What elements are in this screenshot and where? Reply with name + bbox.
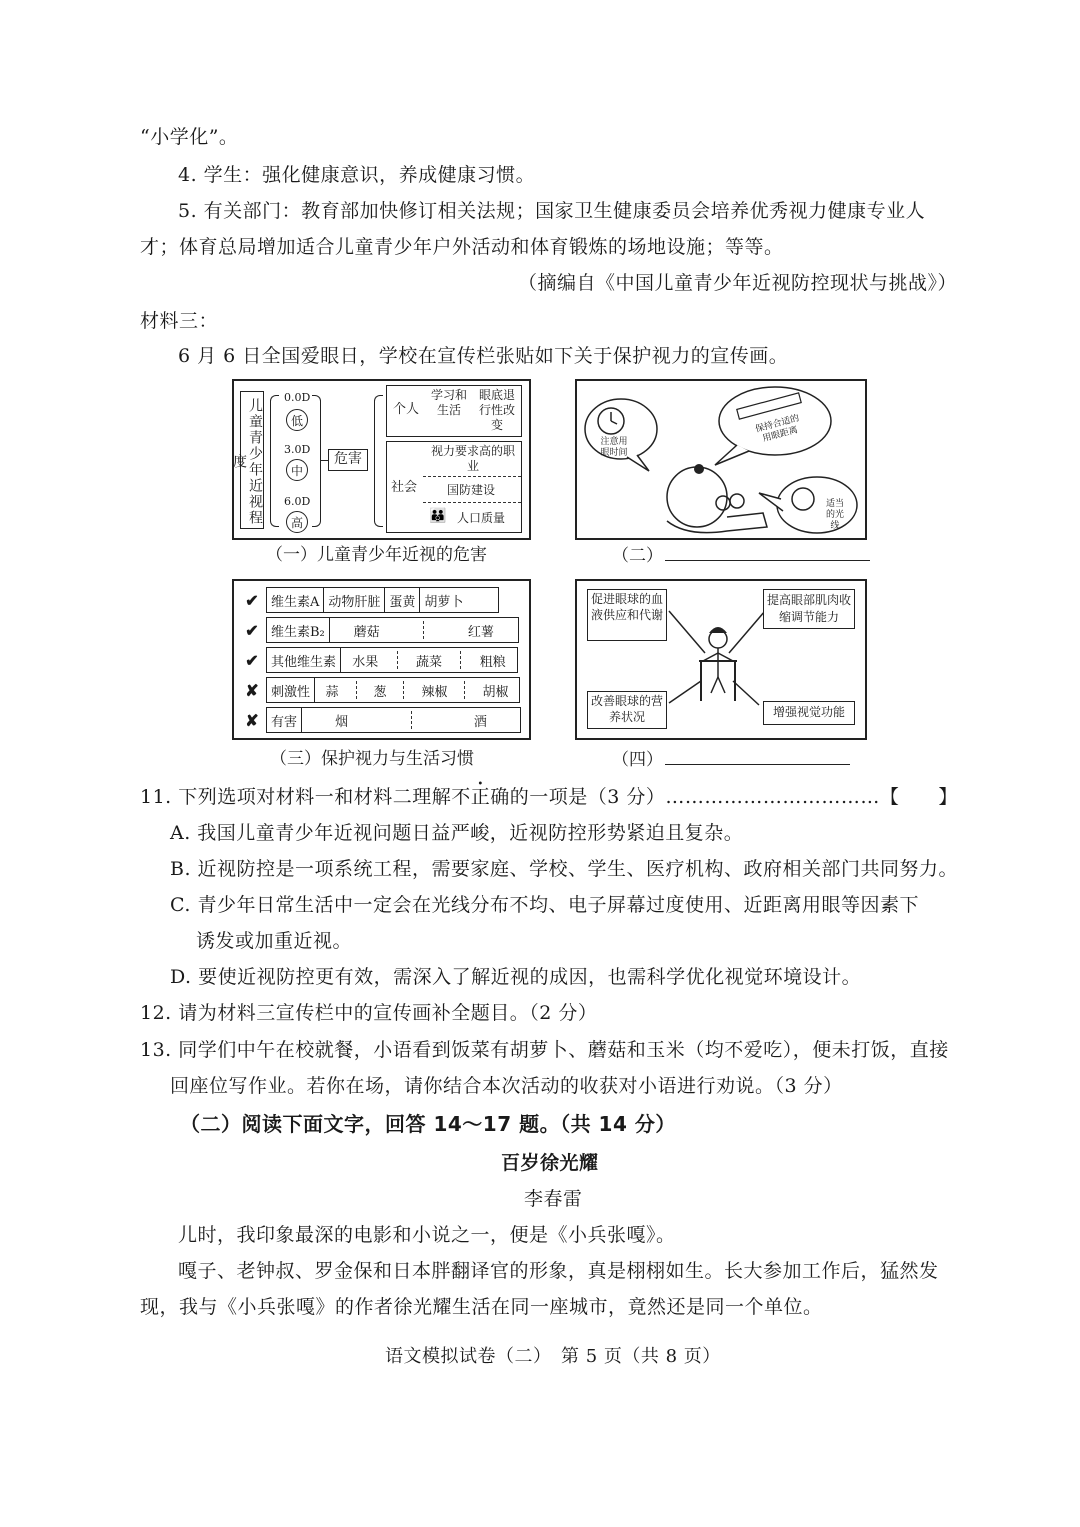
check-icon: ✔ [245,590,259,610]
row-item: 烟 [335,714,349,730]
question-12: 12. 请为材料三宣传栏中的宣传画补全题目。（2 分） [140,1002,598,1024]
page-footer: 语文模拟试卷（二） 第 5 页（共 8 页） [385,1346,721,1367]
material-title: 材料三： [140,310,219,332]
row-items [329,618,518,643]
brace [270,395,279,527]
row-name: 维生素A [267,588,324,613]
table-row [238,618,518,643]
society-label: 社会 [391,480,418,495]
panel-caption: （四） [612,748,850,771]
row-item: 动物肝脏 [324,588,385,613]
cartoon-illustration [577,381,865,538]
row-item: 蒜 [325,684,339,700]
population-item: 人口质量 [457,511,506,525]
row-item: 葱 [373,684,387,700]
hazard-label: 危害 [328,449,368,471]
row-item: 蔬菜 [416,654,443,670]
defense-item: 国防建设 [447,483,496,497]
row-name: 有害 [267,708,302,733]
table-row [238,678,520,703]
benefit-box: 改善眼球的营养状况 [587,691,667,729]
panel-exercise [575,579,867,740]
text-line: 才；体育总局增加适合儿童青少年户外活动和体育锻炼的场地设施；等等。 [140,236,784,258]
degree-label: 0.0D [284,391,311,404]
text-line: 5. 有关部门：教育部加快修订相关法规；国家卫生健康委员会培养优秀视力健康专业人 [178,200,926,222]
panel-myopia-hazard [232,379,531,540]
row-name: 刺激性 [267,678,315,703]
article-author: 李春雷 [524,1188,583,1210]
society-box [386,441,522,533]
row-item: 红薯 [467,624,494,640]
bubble-ruler-text: 保持合适的用眼距离 [754,413,801,445]
divider [423,476,521,477]
row-item: 蛋黄 [385,588,420,613]
question-11: 11. 下列选项对材料一和材料二理解不正确的一项是（3 分）……………………………【 】 [140,786,958,808]
cross-icon: ✘ [245,710,259,730]
habit-table [238,647,518,673]
panel-life-habits [232,579,531,740]
benefit-box: 增强视觉功能 [763,701,855,725]
table-row [238,648,518,673]
personal-label: 个人 [393,402,420,417]
degree-label: 6.0D [284,495,311,508]
benefit-box: 提高眼部肌肉收缩调节能力 [763,589,855,629]
panel-eye-care-cartoon [575,379,867,540]
row-item: 胡萝卜 [420,588,499,613]
study-life: 学习和生活 [430,388,467,417]
section-heading: （二）阅读下面文字，回答 14～17 题。（共 14 分） [180,1112,676,1136]
divider [423,502,521,503]
row-items [341,648,518,673]
degree-label: 3.0D [284,443,311,456]
row-item: 胡椒 [482,684,509,700]
habit-table [238,707,521,733]
bubble-sun-text: 适当的光线 [825,499,844,531]
row-item: 蘑菇 [353,624,380,640]
option-d: D. 要使近视防控更有效，需深入了解近视的成因，也需科学优化视觉环境设计。 [170,966,862,988]
panel-caption: （二） [612,544,870,567]
connector [320,460,328,461]
fundus-change: 眼底退行性改变 [478,388,515,432]
habit-table [238,677,520,703]
question-13-cont: 回座位写作业。若你在场，请你结合本次活动的收获对小语进行劝说。（3 分） [170,1075,843,1097]
vertical-title: 儿童青少年近视程度 [240,391,264,529]
article-title: 百岁徐光耀 [501,1152,599,1174]
table-row [238,708,521,733]
level-mid: 中 [286,459,308,481]
people-icon: 👪 [429,508,447,524]
material-intro: 6 月 6 日全国爱眼日，学校在宣传栏张贴如下关于保护视力的宣传画。 [178,345,789,367]
benefit-box: 促进眼球的血液供应和代谢 [587,589,667,641]
row-name: 维生素B₂ [267,618,330,643]
career-item: 视力要求高的职业 [430,444,515,473]
row-items [315,678,520,703]
row-item: 辣椒 [421,684,448,700]
row-items [302,708,521,733]
row-item: 粗粮 [479,654,506,670]
cross-icon: ✘ [245,680,259,700]
question-13: 13. 同学们中午在校就餐，小语看到饭菜有胡萝卜、蘑菇和玉米（均不爱吃），便未打饭，直接 [140,1039,949,1061]
row-name: 其他维生素 [267,648,341,673]
table-row [238,588,499,613]
personal-box [386,385,522,437]
article-paragraph: 现，我与《小兵张嘎》的作者徐光耀生活在同一座城市，竟然还是同一个单位。 [140,1296,823,1318]
brace [312,395,321,527]
check-icon: ✔ [245,650,259,670]
option-c-cont: 诱发或加重近视。 [196,930,353,952]
source-note: （摘编自《中国儿童青少年近视防控现状与挑战》） [518,272,958,294]
article-paragraph: 嘎子、老钟叔、罗金保和日本胖翻译官的形象，真是栩栩如生。长大参加工作后，猛然发 [178,1260,939,1282]
bubble-clock-text: 注意用眼时间 [600,437,628,458]
row-item: 水果 [352,654,379,670]
habit-table [238,587,499,613]
row-item: 酒 [473,714,487,730]
option-a: A. 我国儿童青少年近视问题日益严峻，近视防控形势紧迫且复杂。 [170,822,744,844]
level-high: 高 [286,511,308,533]
level-low: 低 [286,409,308,431]
text-line: 4. 学生：强化健康意识，养成健康习惯。 [178,164,536,186]
check-icon: ✔ [245,620,259,640]
panel-caption: （一）儿童青少年近视的危害 [266,545,487,565]
panel-caption: （三）保护视力与生活习惯 [270,749,474,769]
option-c: C. 青少年日常生活中一定会在光线分布不均、电子屏幕过度使用、近距离用眼等因素下 [170,894,919,916]
option-b: B. 近视防控是一项系统工程，需要家庭、学校、学生、医疗机构、政府相关部门共同努力。 [170,858,959,880]
text-line: “小学化”。 [140,126,239,148]
article-paragraph: 儿时，我印象最深的电影和小说之一，便是《小兵张嘎》。 [178,1224,676,1246]
brace [374,395,383,527]
habit-table [238,617,519,643]
